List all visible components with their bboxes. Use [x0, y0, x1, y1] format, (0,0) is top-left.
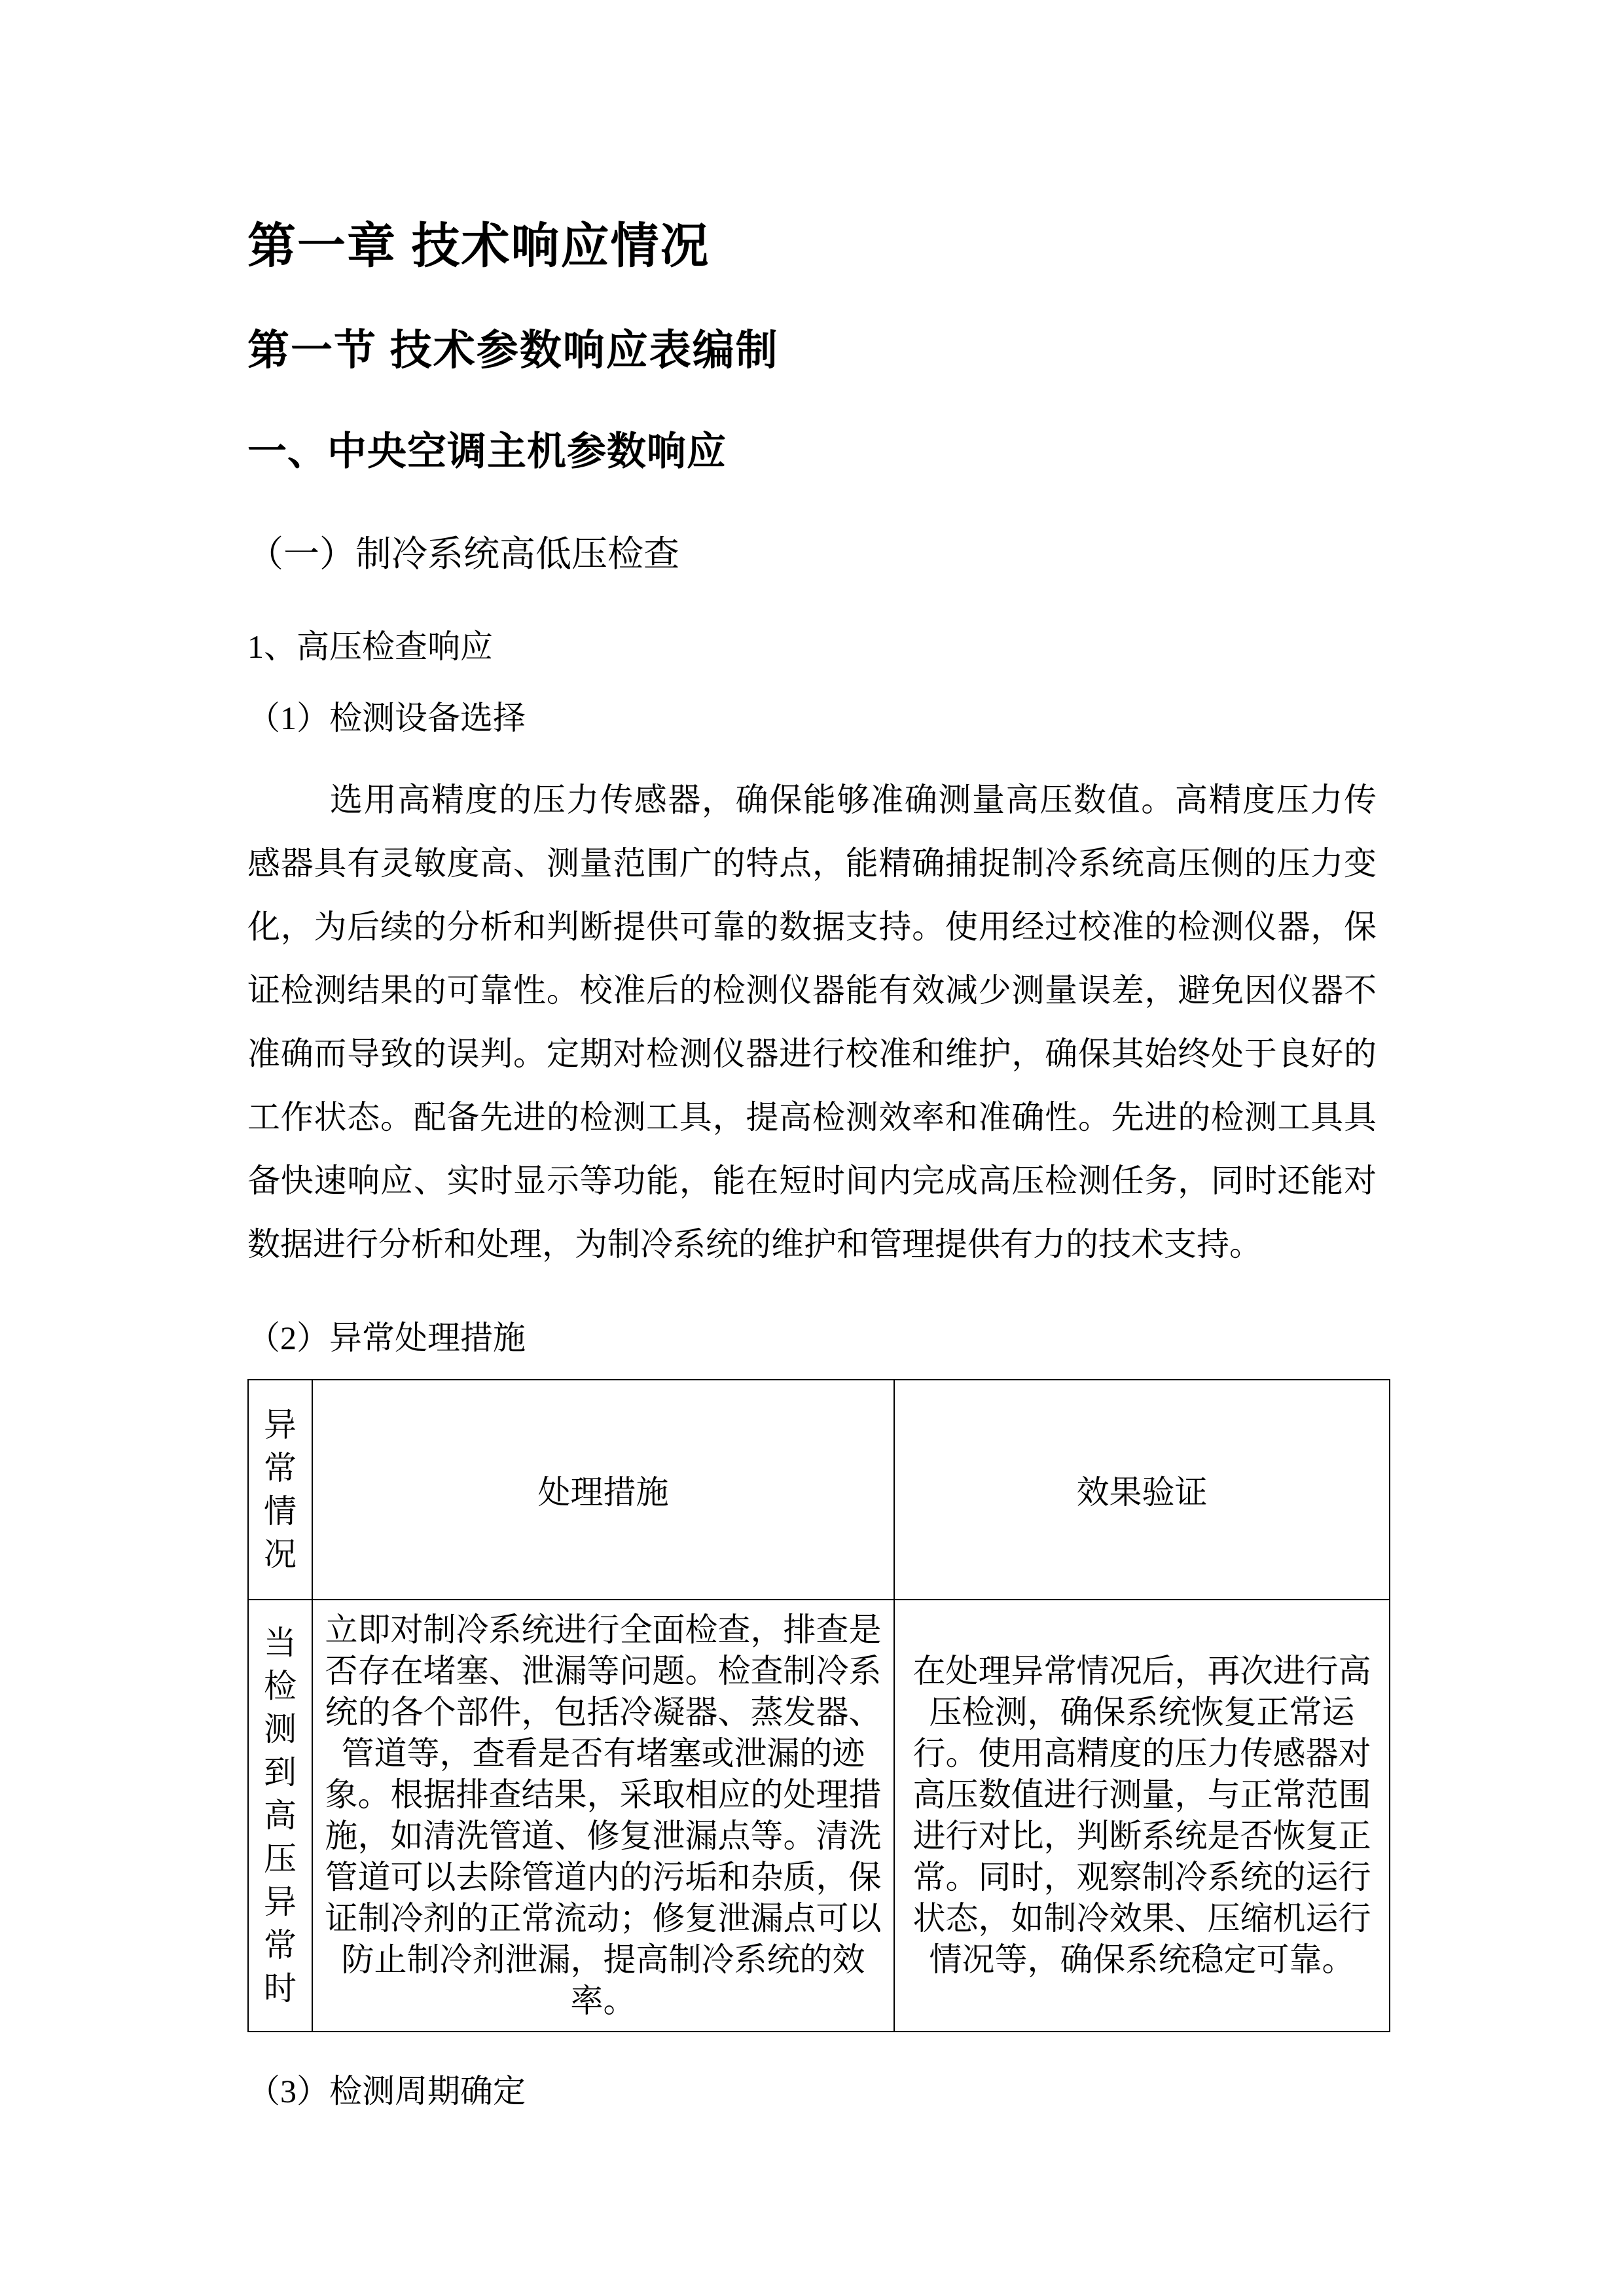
abnormal-handling-table — [247, 1379, 1390, 2032]
point-heading-2: （2）异常处理措施 — [247, 1319, 526, 1357]
section-heading: 第一节 技术参数响应表编制 — [247, 327, 779, 374]
body-paragraph: 选用高精度的压力传感器，确保能够准确测量高压数值。高精度压力传感器具有灵敏度高、测量范围广的特点，能精确捕捉制冷系统高压侧的压力变化，为后续的分析和判断提供可靠的数据支持。使用经过校准的检测仪器，保证检测结果的可靠性。校准后的检测仪器能有效减少测量误差，避免因仪器不准确而导致的误判。定期对检测仪器进行校准和维护，确保其始终处于良好的工作状态。配备先进的检测工具，提高检测效率和准确性。先进的检测工具具备快速响应、实时显示等功能，能在短时间内完成高压检测任务，同时还能对数据进行分析和处理，为制冷系统的维护和管理提供有力的技术支持。 — [247, 781, 1377, 1263]
point-heading-1: （1）检测设备选择 — [247, 700, 526, 737]
point-heading-3: （3）检测周期确定 — [247, 2073, 526, 2110]
table-row — [248, 1600, 1390, 2032]
header-cell-situation: 异常情况 — [248, 1380, 312, 1600]
header-cell-measures: 处理措施 — [312, 1380, 894, 1600]
subsection-heading: 一、中央空调主机参数响应 — [247, 429, 727, 473]
table-header-row — [248, 1380, 1390, 1600]
cell-situation: 当检测到高压异常时 — [248, 1600, 312, 2032]
item-heading: （一）制冷系统高低压检查 — [247, 533, 680, 574]
header-cell-verification: 效果验证 — [894, 1380, 1390, 1600]
chapter-heading: 第一章 技术响应情况 — [247, 219, 710, 273]
cell-verification: 在处理异常情况后，再次进行高压检测，确保系统恢复正常运行。使用高精度的压力传感器对高压数值进行测量，与正常范围进行对比，判断系统是否恢复正常。同时，观察制冷系统的运行状态，如制冷效果、压缩机运行情况等，确保系统稳定可靠。 — [894, 1600, 1390, 2032]
cell-measures: 立即对制冷系统进行全面检查，排查是否存在堵塞、泄漏等问题。检查制冷系统的各个部件，包括冷凝器、蒸发器、管道等，查看是否有堵塞或泄漏的迹象。根据排查结果，采取相应的处理措施，如清洗管道、修复泄漏点等。清洗管道可以去除管道内的污垢和杂质，保证制冷剂的正常流动；修复泄漏点可以防止制冷剂泄漏，提高制冷系统的效率。 — [312, 1600, 894, 2032]
numbered-heading-1: 1、高压检查响应 — [247, 628, 493, 666]
